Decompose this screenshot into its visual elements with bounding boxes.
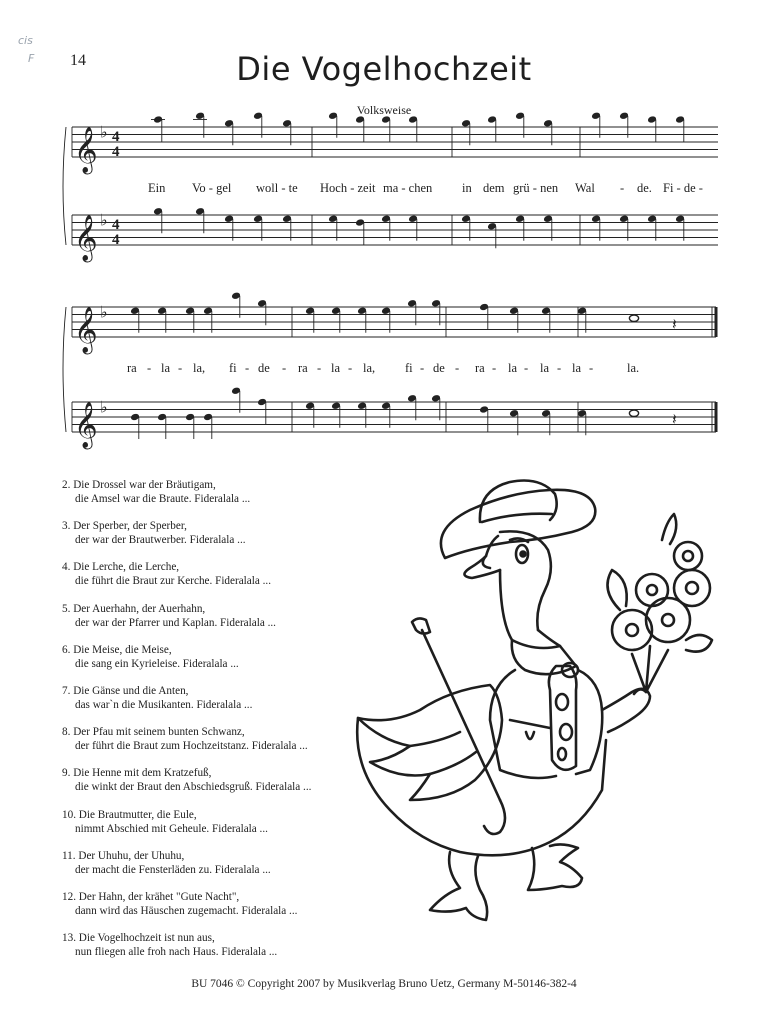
treble-clef-icon: 𝄞 (74, 402, 98, 447)
time-signature: 4 (112, 144, 120, 160)
flat-icon: ♭ (100, 212, 108, 230)
verse-line: dann wird das Häuschen zugemacht. Fideralala ... (75, 904, 298, 917)
system-bracket (63, 307, 66, 432)
verse (62, 766, 392, 794)
verse-line: die Amsel war die Braute. Fideralala ... (75, 493, 251, 505)
verse-line: 12. Der Hahn, der krähet "Gute Nacht", (62, 890, 240, 903)
lyric-syllable: - (348, 361, 353, 375)
lyric-syllable: - (557, 361, 562, 375)
lyric-syllable: ra (298, 361, 308, 375)
verse-line: 5. Der Auerhahn, der Auerhahn, (62, 602, 206, 615)
verse (62, 602, 392, 630)
verse-line: 8. Der Pfau mit seinem bunten Schwanz, (62, 726, 245, 739)
time-signature: 4 (112, 217, 120, 233)
verse (62, 684, 392, 712)
treble-clef-icon: 𝄞 (74, 127, 98, 172)
lyric-syllable: - (282, 361, 287, 375)
rest-icon: 𝄽 (672, 411, 677, 429)
verses-list (62, 478, 392, 972)
flat-icon: ♭ (100, 399, 108, 417)
verse-line: 2. Die Drossel war der Bräutigam, (62, 479, 216, 491)
system-bracket (63, 127, 66, 245)
pencil-note: cis (18, 34, 33, 47)
lyric-syllable: - (524, 361, 529, 375)
lyric-syllable: la, (193, 361, 206, 375)
lyric-syllable: la (540, 361, 550, 375)
lyric-syllable: de (433, 361, 445, 375)
lyric-syllable: ma - chen (383, 181, 433, 195)
lyric-syllable: de. (637, 181, 652, 195)
time-signature: 4 (112, 129, 120, 145)
verse (62, 849, 392, 877)
copyright-notice: BU 7046 © Copyright 2007 by Musikverlag Bruno Uetz, Germany M-50146-382-4 (191, 978, 577, 990)
verse-line: der war der Brautwerber. Fideralala ... (75, 534, 246, 547)
lyric-syllable: Hoch - zeit (320, 181, 376, 195)
verse (62, 519, 392, 547)
verse (62, 808, 392, 836)
verse-line: 9. Die Henne mit dem Kratzefuß, (62, 767, 212, 780)
lyric-syllable: Ein (148, 181, 166, 195)
time-signature: 4 (112, 232, 120, 248)
sheet-music (0, 0, 768, 460)
lyric-syllable: - (455, 361, 460, 375)
lyric-syllable: ra (127, 361, 137, 375)
pencil-note: F (28, 52, 35, 65)
verse (62, 725, 392, 753)
lyric-syllable: la (508, 361, 518, 375)
treble-clef-icon: 𝄞 (74, 307, 98, 352)
lyric-syllable: la (572, 361, 582, 375)
lyric-syllable: la. (627, 361, 640, 375)
lyric-syllable: Wal (575, 181, 595, 195)
lyric-syllable: - (178, 361, 183, 375)
lyric-syllable: woll - te (256, 181, 298, 195)
half-note-head (629, 315, 638, 321)
lyric-syllable: - (317, 361, 322, 375)
verse-line: 11. Der Uhuhu, der Uhuhu, (62, 849, 185, 862)
verse (62, 890, 392, 918)
lyric-syllable: - (492, 361, 497, 375)
flat-icon: ♭ (100, 304, 108, 322)
lyric-syllable: - (420, 361, 425, 375)
lyric-syllable: - (620, 181, 625, 195)
lyric-syllable: - (589, 361, 594, 375)
lyric-syllable: dem (483, 181, 505, 195)
lyric-syllable: grü - nen (513, 181, 559, 195)
verse (62, 643, 392, 671)
lyric-syllable: - (245, 361, 250, 375)
verse-line: das war`n die Musikanten. Fideralala ... (75, 698, 253, 711)
verse-line: 13. Die Vogelhochzeit ist nun aus, (62, 932, 215, 945)
verse-line: die winkt der Braut den Abschiedsgruß. Fideralala ... (75, 781, 312, 794)
verse-line: nimmt Abschied mit Geheule. Fideralala ... (75, 822, 268, 835)
lyric-syllable: fi (229, 361, 237, 375)
half-note-head (629, 410, 638, 416)
verse (62, 478, 392, 506)
lyric-syllable: ra (475, 361, 485, 375)
lyric-syllable: la (161, 361, 171, 375)
verse-line: der macht die Fensterläden zu. Fideralala ... (75, 863, 271, 876)
tie-icon (549, 666, 577, 770)
verse-line: 4. Die Lerche, die Lerche, (62, 561, 180, 574)
lyric-syllable: de (258, 361, 270, 375)
lyric-syllable: in (462, 181, 472, 195)
lyric-syllable: la (331, 361, 341, 375)
verse-line: 6. Die Meise, die Meise, (62, 643, 172, 656)
verse-line: der war der Pfarrer und Kaplan. Fideralala ... (75, 616, 276, 629)
lyric-syllable: fi (405, 361, 413, 375)
verse-line: 7. Die Gänse und die Anten, (62, 684, 189, 697)
song-subtitle: Volksweise (356, 103, 412, 117)
lyric-syllable: la, (363, 361, 376, 375)
verse-line: 10. Die Brautmutter, die Eule, (62, 808, 197, 821)
lyric-syllable: - (147, 361, 152, 375)
verse-line: nun fliegen alle froh nach Haus. Fideralala ... (75, 946, 278, 959)
verse-line: die führt die Braut zur Kerche. Fideralala ... (75, 575, 272, 588)
flat-icon: ♭ (100, 124, 108, 142)
verse (62, 560, 392, 588)
verse-line: 3. Der Sperber, der Sperber, (62, 520, 187, 533)
verse (62, 931, 392, 959)
page-number: 14 (70, 52, 86, 69)
goose-illustration (350, 470, 720, 930)
rest-icon: 𝄽 (672, 316, 677, 334)
song-title: Die Vogelhochzeit (236, 50, 532, 88)
lyric-syllable: Vo - gel (192, 181, 232, 195)
lyric-syllable: Fi - de - (663, 181, 703, 195)
verse-line: der führt die Braut zum Hochzeitstanz. Fideralala ... (75, 740, 308, 753)
verse-line: die sang ein Kyrieleise. Fideralala ... (75, 657, 239, 670)
treble-clef-icon: 𝄞 (74, 215, 98, 260)
flower-bouquet-icon (608, 514, 713, 692)
